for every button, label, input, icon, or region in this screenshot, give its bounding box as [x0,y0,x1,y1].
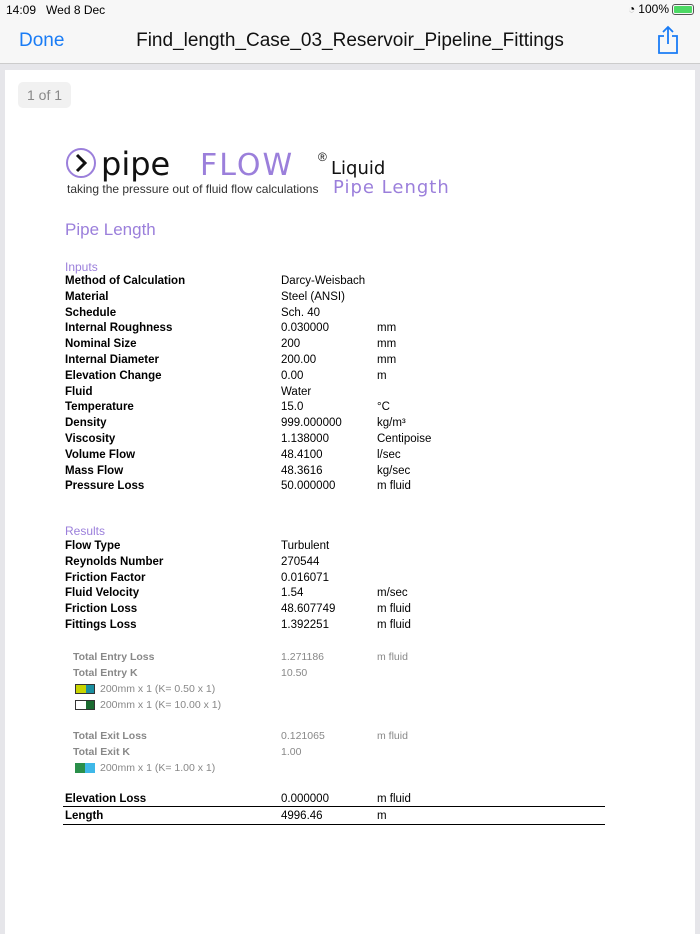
time: 14:09 [6,3,37,17]
row-unit: m [377,810,387,822]
row-value: 48.607749 [281,603,336,616]
row-unit: Centipoise [377,433,432,445]
row-label: Method of Calculation [65,275,186,287]
table-row [65,746,605,762]
row-unit: mm [377,322,397,335]
row-label: Internal Roughness [65,322,173,335]
row-label: Elevation Loss [65,793,147,805]
table-row [65,386,605,402]
table-row [65,449,605,465]
row-value: Sch. 40 [281,306,320,319]
row-label: Elevation Change [65,369,162,382]
fitting-item [75,699,221,711]
inputs-label: Inputs [65,260,98,274]
table-row [65,307,605,323]
row-label: Internal Diameter [65,354,159,366]
row-value: 48.4100 [281,448,323,461]
row-label: Length [65,810,104,822]
row-value: 0.000000 [281,793,329,805]
row-label: Reynolds Number [65,555,164,568]
svg-text:taking the pressure out of flu: taking the pressure out of fluid flow calculations [67,182,319,196]
table-row [65,370,605,386]
done-button[interactable]: Done [19,30,65,51]
row-value: 200 [281,338,301,351]
row-value: 0.00 [281,369,304,382]
row-label: Fluid [65,385,93,398]
status-time [6,3,105,17]
table-row [65,587,605,603]
row-unit: m/sec [377,587,408,600]
table-row [65,354,605,370]
wifi-icon: ◔ [628,2,636,16]
row-label: Density [65,417,107,430]
row-label: Total Entry K [73,666,138,679]
row-label: Temperature [65,401,134,414]
row-unit: m fluid [377,730,408,742]
row-value: 0.121065 [281,730,325,742]
row-value: 1.54 [281,587,304,600]
page-indicator: 1 of 1 [18,82,71,108]
row-value: 50.000000 [281,480,336,493]
svg-text:pipe: pipe [101,147,171,183]
divider [63,806,605,807]
results-label: Results [65,524,106,538]
divider [63,824,605,825]
svg-text:FLOW: FLOW [200,148,295,183]
row-label: Schedule [65,306,117,319]
row-value: 0.016071 [281,571,329,584]
date: Wed 8 Dec [46,3,106,17]
row-unit: m fluid [377,619,411,631]
pipeflow-logo [65,147,505,204]
share-icon[interactable] [656,25,680,55]
row-label: Total Exit Loss [73,730,147,742]
table-row [65,651,605,667]
row-value: Water [281,385,312,398]
nav-bar [0,18,700,64]
row-value: 0.030000 [281,322,329,335]
row-unit: m fluid [377,480,411,493]
battery-percent: 100% [638,2,669,16]
row-value: 1.392251 [281,619,329,631]
row-unit: m fluid [377,793,411,805]
row-value: 1.138000 [281,433,329,445]
row-unit: m fluid [377,651,408,663]
row-label: Pressure Loss [65,480,145,493]
battery-icon [672,4,694,15]
document-title: Find_length_Case_03_Reservoir_Pipeline_Fittings [136,30,564,51]
svg-text:®: ® [318,150,327,164]
table-row [65,572,605,588]
row-value: 270544 [281,555,320,568]
table-row [65,540,605,556]
table-row [65,417,605,433]
row-unit: °C [377,401,390,414]
table-row [65,338,605,354]
svg-text:Pipe Length: Pipe Length [333,177,450,198]
row-unit: m [377,369,387,382]
table-row [65,291,605,307]
row-value: Steel (ANSI) [281,290,345,303]
row-unit: mm [377,338,397,351]
row-label: Nominal Size [65,338,137,351]
fitting-icon [75,684,95,694]
table-row [65,401,605,417]
row-value: 4996.46 [281,810,323,822]
fitting-icon [75,700,95,710]
status-bar [0,0,700,18]
row-value: 15.0 [281,401,304,414]
row-value: Turbulent [281,540,330,552]
table-row [65,322,605,338]
svg-text:Liquid: Liquid [331,158,386,179]
fitting-item [75,762,215,774]
row-value: Darcy-Weisbach [281,275,366,287]
row-value: 1.271186 [281,651,325,663]
row-label: Mass Flow [65,464,124,477]
row-value: 10.50 [281,666,308,679]
fitting-item [75,683,215,695]
results-section [65,524,105,538]
row-value: 999.000000 [281,417,342,430]
row-label: Friction Loss [65,603,138,616]
inputs-section [65,260,98,274]
fitting-icon [75,763,95,773]
row-value: 200.00 [281,354,317,366]
row-label: Friction Factor [65,571,146,584]
row-unit: mm [377,354,397,366]
row-label: Viscosity [65,433,116,445]
row-label: Total Entry Loss [73,651,155,663]
row-unit: m fluid [377,603,411,616]
report-heading: Pipe Length [65,220,156,239]
table-row [65,465,605,481]
table-row [65,619,605,635]
table-row [65,433,605,449]
table-row [65,480,605,496]
fitting-text: 200mm x 1 (K= 1.00 x 1) [100,762,216,774]
row-label: Material [65,290,109,303]
row-unit: kg/sec [377,464,411,477]
table-row [65,556,605,572]
row-label: Flow Type [65,540,121,552]
table-row [65,275,605,291]
row-value: 48.3616 [281,464,323,477]
fitting-text: 200mm x 1 (K= 0.50 x 1) [100,683,216,695]
fitting-text: 200mm x 1 (K= 10.00 x 1) [100,699,222,711]
row-unit: kg/m³ [377,417,406,430]
table-row [65,603,605,619]
row-label: Fittings Loss [65,619,137,631]
row-value: 1.00 [281,745,302,758]
row-label: Total Exit K [73,745,130,758]
row-unit: l/sec [377,448,401,461]
table-row [65,667,605,683]
document-page [5,70,695,934]
table-row [65,730,605,746]
row-label: Volume Flow [65,448,136,461]
row-label: Fluid Velocity [65,587,140,600]
